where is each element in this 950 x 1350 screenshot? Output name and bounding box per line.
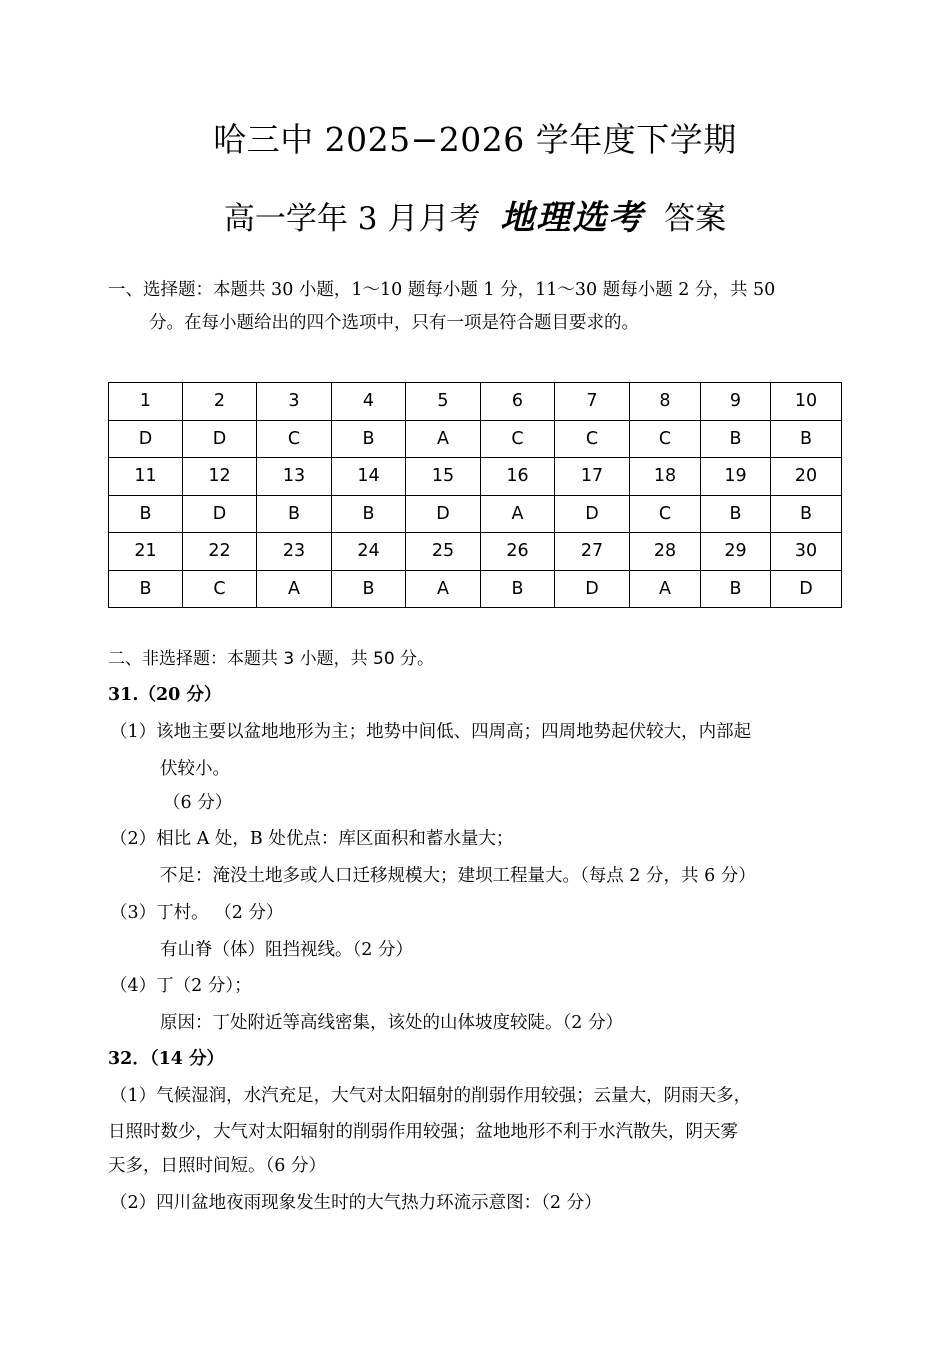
answer-cell: A: [630, 570, 701, 608]
section1-instructions: [108, 274, 828, 340]
answer-cell: D: [183, 495, 257, 533]
answer-cell: B: [481, 570, 555, 608]
question-number-row: [109, 383, 842, 421]
q32-p1-line3: 天多，日照时间短。（6 分）: [108, 1156, 326, 1176]
q31-heading: 31.（20 分）: [108, 685, 222, 705]
answer-cell: D: [183, 420, 257, 458]
q31-p1-score: （6 分）: [163, 793, 233, 813]
question-number-cell: 18: [630, 458, 701, 496]
answer-cell: A: [406, 570, 481, 608]
q32-p1-line2: 日照时数少，大气对太阳辐射的削弱作用较强；盆地地形不利于水汽散失，阴天雾: [108, 1122, 738, 1142]
answer-cell: C: [630, 495, 701, 533]
question-number-cell: 10: [771, 383, 842, 421]
exam-title-line2: [0, 194, 950, 243]
question-number-cell: 7: [555, 383, 630, 421]
question-number-cell: 8: [630, 383, 701, 421]
answer-cell: A: [481, 495, 555, 533]
answer-row: [109, 420, 842, 458]
answer-cell: B: [701, 495, 771, 533]
question-number-cell: 25: [406, 533, 481, 571]
question-number-cell: 12: [183, 458, 257, 496]
answer-cell: B: [701, 570, 771, 608]
question-number-cell: 30: [771, 533, 842, 571]
answer-cell: D: [555, 570, 630, 608]
q31-p4-line2: 原因：丁处附近等高线密集，该处的山体坡度较陡。（2 分）: [160, 1013, 623, 1033]
question-number-cell: 11: [109, 458, 183, 496]
answer-cell: B: [332, 420, 406, 458]
question-number-cell: 15: [406, 458, 481, 496]
question-number-cell: 1: [109, 383, 183, 421]
question-number-cell: 19: [701, 458, 771, 496]
section1-line1: 一、选择题：本题共 30 小题，1～10 题每小题 1 分，11～30 题每小题 2 分，共 50: [108, 280, 776, 300]
answer-cell: B: [771, 420, 842, 458]
q31-p4-line1: （4）丁（2 分）；: [110, 976, 252, 996]
question-number-row: [109, 533, 842, 571]
q31-p1-line1: （1）该地主要以盆地地形为主；地势中间低、四周高；四周地势起伏较大，内部起: [110, 722, 752, 742]
answer-table: [108, 382, 842, 608]
answer-cell: C: [183, 570, 257, 608]
question-number-cell: 17: [555, 458, 630, 496]
answer-cell: A: [257, 570, 332, 608]
question-number-cell: 5: [406, 383, 481, 421]
question-number-cell: 20: [771, 458, 842, 496]
exam-title-line1: 哈三中 2025−2026 学年度下学期: [213, 120, 737, 159]
q31-p3-line2: 有山脊（体）阻挡视线。（2 分）: [160, 940, 413, 960]
question-number-cell: 16: [481, 458, 555, 496]
question-number-cell: 23: [257, 533, 332, 571]
answer-cell: D: [555, 495, 630, 533]
answer-row: [109, 495, 842, 533]
answer-cell: B: [109, 570, 183, 608]
question-number-cell: 26: [481, 533, 555, 571]
answer-cell: B: [332, 495, 406, 533]
answer-cell: B: [771, 495, 842, 533]
q31-p3-line1: （3）丁村。 （2 分）: [110, 903, 284, 923]
answer-cell: C: [555, 420, 630, 458]
question-number-cell: 13: [257, 458, 332, 496]
answer-cell: B: [701, 420, 771, 458]
question-number-cell: 4: [332, 383, 406, 421]
answer-cell: D: [109, 420, 183, 458]
title-subject: 地理选考: [500, 198, 645, 238]
answer-cell: B: [257, 495, 332, 533]
question-number-cell: 9: [701, 383, 771, 421]
q31-p2-line2: 不足：淹没土地多或人口迁移规模大；建坝工程量大。（每点 2 分，共 6 分）: [160, 866, 756, 886]
question-number-row: [109, 458, 842, 496]
section2-heading: 二、非选择题：本题共 3 小题，共 50 分。: [108, 649, 435, 669]
question-number-cell: 22: [183, 533, 257, 571]
question-number-cell: 2: [183, 383, 257, 421]
answer-cell: A: [406, 420, 481, 458]
q31-p1-line2: 伏较小。: [160, 759, 230, 779]
q32-p1-line1: （1）气候湿润，水汽充足，大气对太阳辐射的削弱作用较强；云量大，阴雨天多，: [110, 1086, 752, 1106]
answer-cell: C: [481, 420, 555, 458]
q31-p2-line1: （2）相比 A 处，B 处优点：库区面积和蓄水量大；: [110, 829, 514, 849]
answer-cell: B: [109, 495, 183, 533]
question-number-cell: 3: [257, 383, 332, 421]
section1-line2: 分。在每小题给出的四个选项中，只有一项是符合题目要求的。: [149, 313, 639, 333]
title-prefix: 高一学年 3 月月考: [223, 201, 481, 237]
question-number-cell: 21: [109, 533, 183, 571]
question-number-cell: 6: [481, 383, 555, 421]
answer-cell: D: [771, 570, 842, 608]
q32-heading: 32．（14 分）: [108, 1049, 225, 1069]
answer-cell: C: [257, 420, 332, 458]
answer-row: [109, 570, 842, 608]
answer-cell: D: [406, 495, 481, 533]
answer-cell: C: [630, 420, 701, 458]
title-suffix: 答案: [664, 201, 727, 237]
question-number-cell: 14: [332, 458, 406, 496]
question-number-cell: 28: [630, 533, 701, 571]
question-number-cell: 24: [332, 533, 406, 571]
answer-cell: B: [332, 570, 406, 608]
question-number-cell: 29: [701, 533, 771, 571]
q32-p2-line1: （2）四川盆地夜雨现象发生时的大气热力环流示意图：（2 分）: [110, 1193, 602, 1213]
question-number-cell: 27: [555, 533, 630, 571]
